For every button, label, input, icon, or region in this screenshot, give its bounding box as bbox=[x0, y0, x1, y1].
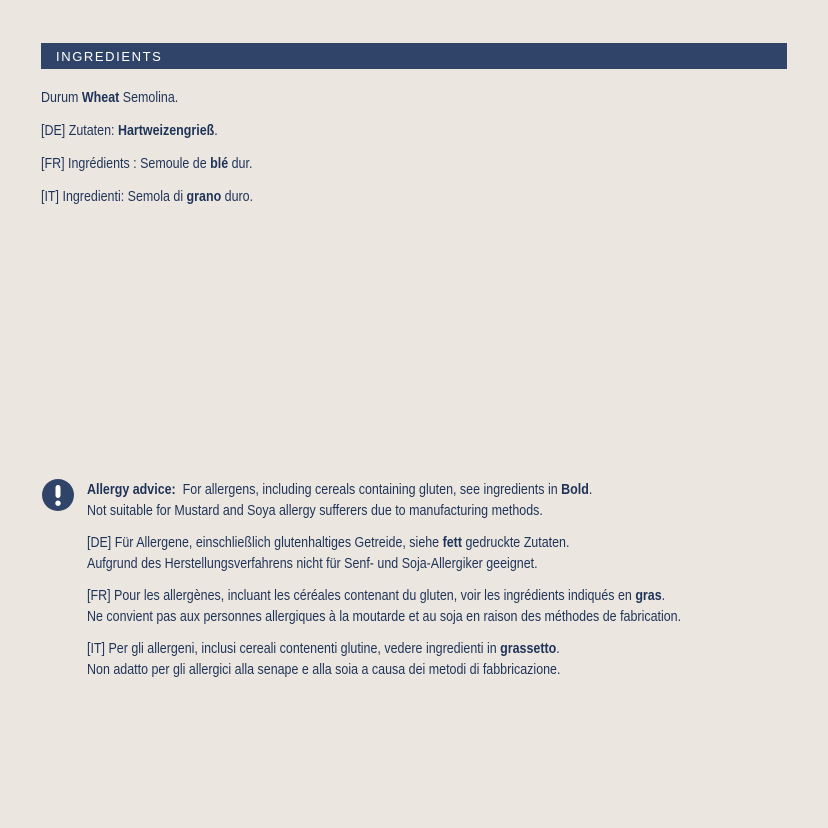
allergy-line bbox=[87, 480, 689, 501]
allergy-text: . bbox=[661, 588, 666, 604]
allergy-text: For allergens, including cereals containing gluten, see ingredients in bbox=[175, 482, 562, 498]
allergy-line bbox=[87, 586, 689, 607]
ingredient-text: [FR] Ingrédients : Semoule de bbox=[41, 156, 211, 172]
allergy-block-it bbox=[87, 639, 787, 681]
allergy-line: Aufgrund des Herstellungsverfahrens nicht für Senf- und Soja-Allergiker geeignet. bbox=[87, 556, 538, 572]
allergy-emphasis: Bold bbox=[561, 482, 589, 498]
allergy-line: Not suitable for Mustard and Soya allergy sufferers due to manufacturing methods. bbox=[87, 503, 543, 519]
allergy-text: [IT] Per gli allergeni, inclusi cereali contenenti glutine, vedere ingredienti in bbox=[87, 641, 501, 657]
ingredient-text: Semolina. bbox=[119, 90, 179, 106]
allergy-block-fr bbox=[87, 586, 787, 628]
allergy-advice bbox=[87, 480, 787, 692]
exclamation-circle-icon bbox=[42, 479, 74, 511]
allergy-line: Ne convient pas aux personnes allergiques à la moutarde et au soja en raison des méthodes de fabrication. bbox=[87, 609, 682, 625]
ingredient-text: dur. bbox=[228, 156, 253, 172]
allergy-line bbox=[87, 639, 689, 660]
allergy-text: [DE] Für Allergene, einschließlich glutenhaltiges Getreide, siehe bbox=[87, 535, 443, 551]
allergy-text: [FR] Pour les allergènes, incluant les céréales contenant du gluten, voir les ingrédients indiqués en bbox=[87, 588, 636, 604]
ingredient-text: [DE] Zutaten: bbox=[41, 123, 118, 139]
ingredient-text: Durum bbox=[41, 90, 82, 106]
ingredient-line-fr bbox=[41, 154, 677, 174]
ingredients-list bbox=[41, 88, 781, 220]
allergy-line: Non adatto per gli allergici alla senape e alla soia a causa dei metodi di fabbricazione. bbox=[87, 662, 561, 678]
allergy-text: . bbox=[588, 482, 593, 498]
ingredients-header-bar bbox=[41, 43, 787, 69]
allergy-text: . bbox=[556, 641, 560, 657]
ingredient-line-it bbox=[41, 187, 677, 207]
allergy-emphasis: grassetto bbox=[500, 641, 557, 657]
allergy-text: gedruckte Zutaten. bbox=[462, 535, 570, 551]
ingredients-title: INGREDIENTS bbox=[56, 48, 163, 64]
ingredient-text: . bbox=[214, 123, 218, 139]
allergy-block-de bbox=[87, 533, 787, 575]
ingredient-text: duro. bbox=[221, 189, 254, 205]
ingredient-text: [IT] Ingredienti: Semola di bbox=[41, 189, 187, 205]
ingredient-allergen: blé bbox=[210, 156, 229, 172]
ingredient-allergen: grano bbox=[186, 189, 222, 205]
ingredient-allergen: Hartweizengrieß bbox=[117, 123, 215, 139]
allergy-block-en bbox=[87, 480, 787, 522]
ingredient-allergen: Wheat bbox=[81, 90, 120, 106]
allergy-emphasis: fett bbox=[442, 535, 463, 551]
allergy-emphasis: gras bbox=[635, 588, 662, 604]
ingredient-line-en bbox=[41, 88, 677, 108]
allergy-line bbox=[87, 533, 689, 554]
ingredient-line-de bbox=[41, 121, 677, 141]
allergy-label: Allergy advice: bbox=[87, 482, 176, 498]
